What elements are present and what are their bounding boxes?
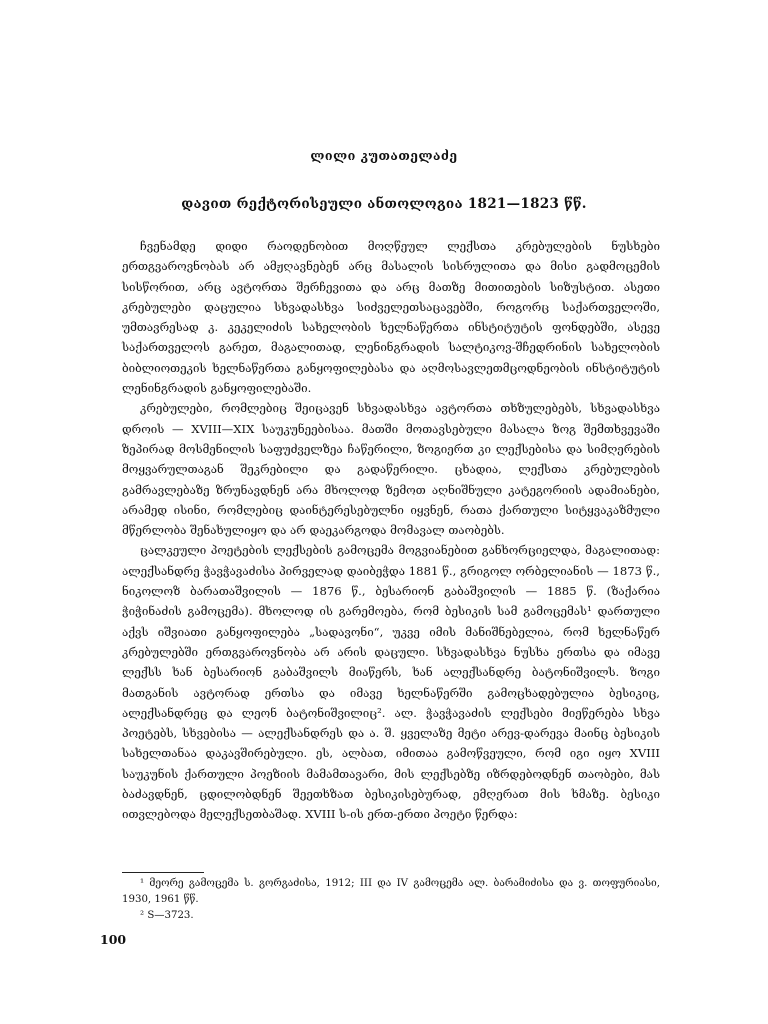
footnotes: [122, 876, 660, 924]
article-title: დავით რექტორისეული ანთოლოგია 1821—1823 წწ.: [181, 196, 587, 212]
footnote: ¹ მეორე გამოცემა ს. გორგაძისა, 1912; III და IV გამოცემა ალ. ბარამიძისა და ვ. თოფურიასი, 1930, 1961 წწ.: [122, 878, 660, 905]
footnote-divider: [122, 872, 204, 873]
page-number: 100: [100, 932, 127, 947]
article-author: ლილი კუთათელაძე: [310, 148, 458, 163]
body-paragraph: ჩვენამდე დიდი რაოდენობით მოღწეულ ლექსთა კრებულების ნუსხები ერთგვაროვნობას არ ამჟღავნებენ არც მასალის სისრულითა და მისი გადმოცემის სისწორით, არც ავტორთა შერჩევითა და არც მათზე მითითების სიზუსტით. ასეთი კრებულები დაცულია სხვადასხვა სიძველეთსაცავებში, როგორც საქართველოში, უმთავრესად კ. კეკელიძის სახელობის ხელნაწერთა ინსტიტუტის ფონდებში, ასევე საქართველოს გარეთ, მაგალითად, ლენინგრადის სალტიკოვ-შჩედრინის სახელობის ბიბლიოთეკის ხელნაწერთა განყოფილებასა და აღმოსავლეთმცოდნეობის ინსტიტუტის ლენინგრადის განყოფილებაში.: [122, 239, 660, 396]
article-body: [122, 236, 660, 825]
body-paragraph: ცალკეული პოეტების ლექსების გამოცემა მოგვიანებით განხორციელდა, მაგალითად: ალექსანდრე ჭავჭავაძისა პირველად დაიბეჭდა 1881 წ., გრიგოლ ორბელიანის — 1873 წ., ნიკოლოზ ბარათაშვილის — 1876 წ., ბესარიონ გაბაშვილის — 1885 წ. (ზაქარია ჭიჭინაძის გამოცემა). მხოლოდ ის გარემოება, რომ ბესიკის სამ გამოცემას¹ დართული აქვს იშვიათი განყოფილება „სადავონი“, უკვე იმის მანიშნებელია, რომ ხელნაწერ კრებულებში ერთგვაროვნობა არ არის დაცული. სხვადასხვა ნუსხა ერთსა და იმავე ლექსს ხან ბესარიონ გაბაშვილს მიაწერს, ხან ალექსანდრე ბატონიშვილს. ზოგი მათგანის ავტორად ერთსა და იმავე ხელნაწერში გამოცხადებულია ბესიკიც, ალექსანდრეც და ლეონ ბატონიშვილიც². ალ. ჭავჭავაძის ლექსები მიეწერება სხვა პოეტებს, სხვებისა — ალექსანდრეს და ა. შ. ყველაზე მეტი არევ-დარევა მაინც ბესიკის სახელთანაა დაკავშირებული. ეს, ალბათ, იმითაა გამოწვეული, რომ იგი იყო XVIII საუკუნის ქართული პოეზიის მამამთავარი, მის ლექსებზე იზრდებოდნენ თაობები, მას ბაძავდნენ, ცდილობდნენ შეეთხზათ ბესიკისებურად, ემღერათ მის ხმაზე. ბესიკი ითვლებოდა მელექსეთბაშად. XVIII ს-ის ერთ-ერთი პოეტი წერდა:: [122, 543, 660, 822]
body-paragraph: კრებულები, რომლებიც შეიცავენ სხვადასხვა ავტორთა თხზულებებს, სხვადასხვა დროის — XVIII—XIX საუკუნეებისაა. მათში მოთავსებული მასალა ზოგ შემთხვევაში ზეპირად მოსმენილის საფუძველზეა ჩაწერილი, ზოგიერთ კი ლექსებისა და სიმღერების მოყვარულთაგან შეკრებილი და გადაწერილი. ცხადია, ლექსთა კრებულების გამრავლებაზე ზრუნავდნენ არა მხოლოდ ზემოთ აღნიშნული კატეგორიის ადამიანები, არამედ ისინი, რომლებიც დაინტერესებულნი იყვნენ, რათა ქართული სიტყვაკაზმული მწერლობა შენახულიყო და არ დაეკარგოდა მომავალ თაობებს.: [122, 401, 660, 538]
footnote: ² S—3723.: [140, 910, 194, 921]
